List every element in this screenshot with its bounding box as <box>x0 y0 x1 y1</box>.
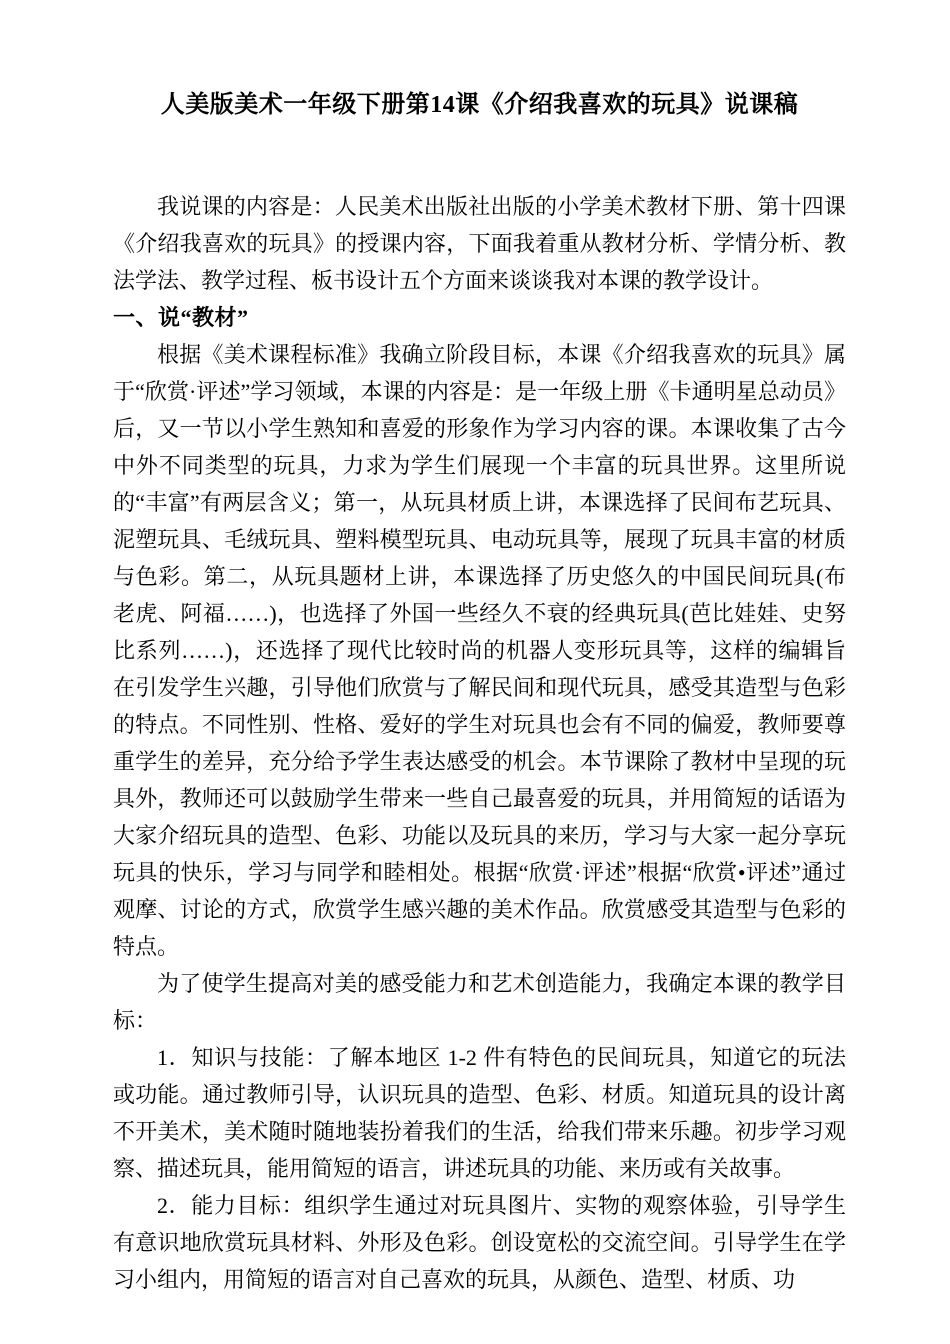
paragraph-lecture-intro: 我说课的内容是：人民美术出版社出版的小学美术教材下册、第十四课《介绍我喜欢的玩具》的授课内容，下面我着重从教材分析、学情分析、教法学法、教学过程、板书设计五个方面来谈谈我对本课的教学设计。 <box>113 194 846 293</box>
section-heading-teaching-material: 一、说“教材” <box>113 305 249 330</box>
paragraph-knowledge-and-skills-goal: 1．知识与技能：了解本地区 1-2 件有特色的民间玩具，知道它的玩法或功能。通过教师引导，认识玩具的造型、色彩、材质。知道玩具的设计离不开美术，美术随时随地装扮着我们的生活，给我们带来乐趣。初步学习观察、描述玩具，能用简短的语言，讲述玩具的功能、来历或有关故事。 <box>113 1045 846 1181</box>
paragraph-material-analysis: 根据《美术课程标准》我确立阶段目标，本课《介绍我喜欢的玩具》属于“欣赏·评述”学习领域，本课的内容是：是一年级上册《卡通明星总动员》后，又一节以小学生熟知和喜爱的形象作为学习内容的课。本课收集了古今中外不同类型的玩具，力求为学生们展现一个丰富的玩具世界。这里所说的“丰富”有两层含义；第一，从玩具材质上讲，本课选择了民间布艺玩具、泥塑玩具、毛绒玩具、塑料模型玩具、电动玩具等，展现了玩具丰富的材质与色彩。第二，从玩具题材上讲，本课选择了历史悠久的中国民间玩具(布老虎、阿福……)，也选择了外国一些经久不衰的经典玩具(芭比娃娃、史努比系列……)，还选择了现代比较时尚的机器人变形玩具等，这样的编辑旨在引发学生兴趣，引导他们欣赏与了解民间和现代玩具，感受其造型与色彩的特点。不同性别、性格、爱好的学生对玩具也会有不同的偏爱，教师要尊重学生的差异，充分给予学生表达感受的机会。本节课除了教材中呈现的玩具外，教师还可以鼓励学生带来一些自己最喜爱的玩具，并用简短的话语为大家介绍玩具的造型、色彩、功能以及玩具的来历，学习与大家一起分享玩玩具的快乐，学习与同学和睦相处。根据“欣赏·评述”根据“欣赏•评述”通过观摩、讨论的方式，欣赏学生感兴趣的美术作品。欣赏感受其造型与色彩的特点。 <box>113 342 846 959</box>
paragraph-ability-goal: 2．能力目标：组织学生通过对玩具图片、实物的观察体验，引导学生有意识地欣赏玩具材料、外形及色彩。创设宽松的交流空间。引导学生在学习小组内，用简短的语言对自己喜欢的玩具，从颜色、造型、材质、功 <box>113 1193 846 1292</box>
document-title: 人美版美术一年级下册第14课《介绍我喜欢的玩具》说课稿 <box>160 92 799 118</box>
paragraph-teaching-goals-intro: 为了使学生提高对美的感受能力和艺术创造能力，我确定本课的教学目标： <box>113 971 846 1033</box>
